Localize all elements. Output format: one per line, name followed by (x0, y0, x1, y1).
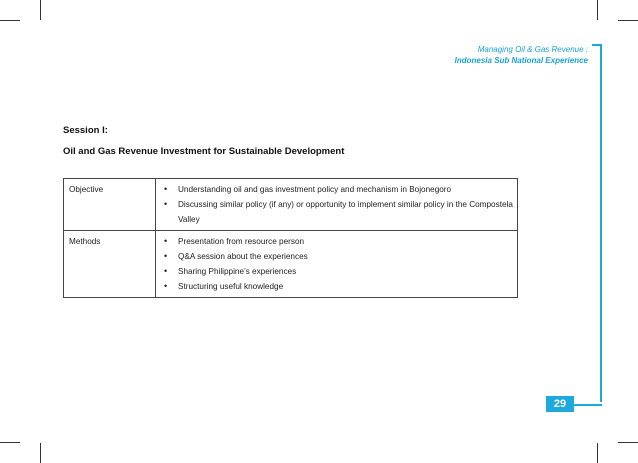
row-label: Methods (64, 231, 156, 298)
list-item: • Sharing Philippine’s experiences (160, 264, 513, 279)
row-label: Objective (64, 179, 156, 231)
list-item: • Presentation from resource person (160, 234, 513, 249)
session-title: Session I: (63, 125, 108, 136)
list-item: • Discussing similar policy (if any) or opportunity to implement similar policy in the Compostela Valley (160, 197, 513, 227)
list-item: • Q&A session about the experiences (160, 249, 513, 264)
list-item: • Structuring useful knowledge (160, 279, 513, 294)
running-header (455, 44, 588, 66)
running-header-line1: Managing Oil & Gas Revenue : (477, 45, 588, 54)
crop-mark (0, 442, 20, 443)
accent-line (600, 44, 602, 402)
bullet-list (160, 234, 513, 294)
crop-mark (40, 0, 41, 20)
bullet-list (160, 182, 513, 227)
list-item: • Understanding oil and gas investment policy and mechanism in Bojonegoro (160, 182, 513, 197)
table-row (64, 231, 518, 298)
crop-mark (40, 443, 41, 463)
row-content (156, 231, 518, 298)
crop-mark (0, 20, 20, 21)
crop-mark (597, 0, 598, 20)
running-header-line2: Indonesia Sub National Experience (454, 56, 588, 65)
session-table (63, 178, 518, 298)
table-row (64, 179, 518, 231)
page-number: 29 (546, 396, 574, 412)
session-subtitle: Oil and Gas Revenue Investment for Sustainable Development (63, 146, 345, 157)
crop-mark (597, 443, 598, 463)
crop-mark (618, 442, 638, 443)
crop-mark (618, 20, 638, 21)
accent-line (574, 404, 602, 406)
row-content (156, 179, 518, 231)
